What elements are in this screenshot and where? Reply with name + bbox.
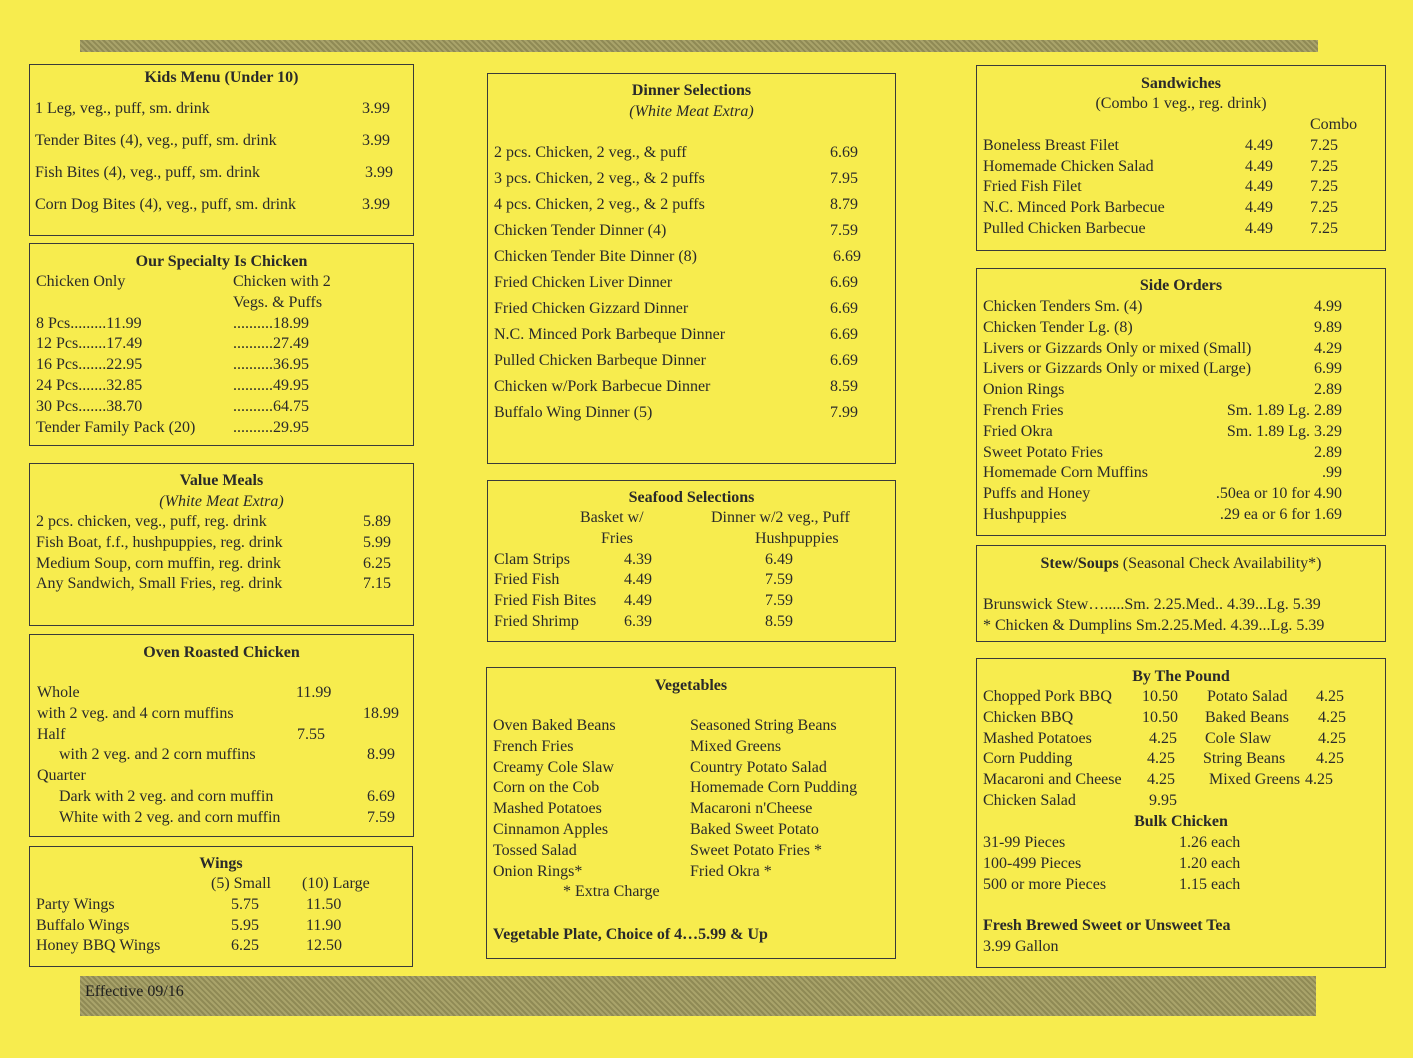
menu-item: Tender Family Pack (20) ..........29.95 bbox=[36, 418, 309, 436]
menu-item: Honey BBQ Wings 6.25 12.50 bbox=[36, 937, 342, 955]
vegetable-item: Mashed Potatoes bbox=[493, 800, 602, 818]
menu-item: Fried Chicken Gizzard Dinner 6.69 bbox=[494, 300, 858, 317]
dinner-title: Dinner Selections bbox=[631, 82, 752, 99]
menu-item: Livers or Gizzards Only or mixed (Large) 6.99 bbox=[983, 360, 1342, 378]
menu-item: Puffs and Honey .50ea or 10 for 4.90 bbox=[983, 485, 1342, 503]
menu-item: Macaroni and Cheese 4.25 Mixed Greens 4.25 bbox=[983, 771, 1333, 789]
oven-roasted-title: Oven Roasted Chicken bbox=[143, 644, 300, 661]
vegetables-section bbox=[486, 667, 896, 959]
vegetable-item: Macaroni n'Cheese bbox=[690, 800, 813, 818]
menu-item: with 2 veg. and 2 corn muffins 8.99 bbox=[59, 746, 395, 764]
vegetable-item: Cinnamon Apples bbox=[493, 820, 609, 838]
menu-item: Fish Bites (4), veg., puff, sm. drink 3.99 bbox=[35, 164, 393, 181]
extra-charge-note: * Extra Charge bbox=[563, 883, 660, 900]
oven-roasted-section bbox=[29, 634, 414, 837]
menu-item: Pulled Chicken Barbeque Dinner 6.69 bbox=[494, 352, 858, 369]
sandwiches-title: Sandwiches bbox=[1140, 75, 1222, 92]
menu-item: Quarter bbox=[37, 767, 86, 785]
vegetable-item: Creamy Cole Slaw bbox=[493, 758, 614, 776]
by-the-pound-title: By The Pound bbox=[1132, 668, 1230, 685]
menu-item: Chicken Tender Lg. (8) 9.89 bbox=[983, 318, 1342, 336]
wings-title: Wings bbox=[199, 855, 243, 872]
menu-item: Pulled Chicken Barbecue 4.49 7.25 bbox=[983, 219, 1338, 237]
sandwiches-section bbox=[976, 65, 1386, 251]
menu-item: Chicken BBQ 10.50 Baked Beans 4.25 bbox=[983, 708, 1346, 726]
menu-item: Chicken w/Pork Barbecue Dinner 8.59 bbox=[494, 378, 858, 395]
menu-item: Buffalo Wing Dinner (5) 7.99 bbox=[494, 404, 858, 421]
column-header: (5) Small bbox=[211, 875, 271, 892]
menu-item: Fried Fish 4.49 7.59 bbox=[494, 571, 793, 589]
vegetable-item: Corn on the Cob bbox=[493, 779, 600, 797]
column-header: Fries bbox=[601, 529, 633, 547]
sandwiches-subtitle: (Combo 1 veg., reg. drink) bbox=[1095, 95, 1267, 112]
menu-item: 2 pcs. Chicken, 2 veg., & puff 6.69 bbox=[494, 144, 858, 161]
menu-item: 24 Pcs.......32.85 ..........49.95 bbox=[36, 376, 309, 394]
vegetable-item: Sweet Potato Fries * bbox=[690, 841, 822, 859]
value-meals-section bbox=[29, 463, 414, 626]
menu-item: 31-99 Pieces 1.26 each bbox=[983, 834, 1241, 851]
menu-item: Chicken Tender Bite Dinner (8) 6.69 bbox=[494, 248, 861, 265]
menu-item: Livers or Gizzards Only or mixed (Small) 4.29 bbox=[983, 339, 1342, 357]
menu-item: Onion Rings 2.89 bbox=[983, 381, 1342, 399]
seafood-title: Seafood Selections bbox=[628, 489, 755, 506]
by-the-pound-section bbox=[976, 658, 1386, 968]
menu-item: Medium Soup, corn muffin, reg. drink 6.25 bbox=[36, 554, 391, 572]
vegetable-item: Onion Rings* bbox=[493, 862, 583, 880]
menu-item: 2 pcs. chicken, veg., puff, reg. drink 5.89 bbox=[36, 513, 391, 530]
menu-item: 12 Pcs.......17.49 ..........27.49 bbox=[36, 335, 309, 353]
menu-item: Party Wings 5.75 11.50 bbox=[36, 895, 342, 913]
menu-item: Fried Chicken Liver Dinner 6.69 bbox=[494, 274, 858, 291]
column-header: Dinner w/2 veg., Puff bbox=[711, 509, 850, 526]
menu-item: Homemade Chicken Salad 4.49 7.25 bbox=[983, 157, 1338, 175]
menu-item: 3 pcs. Chicken, 2 veg., & 2 puffs 7.95 bbox=[494, 170, 858, 187]
vegetable-item: Homemade Corn Pudding bbox=[690, 779, 858, 797]
effective-date: Effective 09/16 bbox=[85, 983, 184, 1000]
specialty-title: Our Specialty Is Chicken bbox=[135, 253, 308, 270]
menu-item: Brunswick Stew….....Sm. 2.25.Med.. 4.39...Lg. 5.39 bbox=[983, 596, 1321, 613]
menu-item: 1 Leg, veg., puff, sm. drink 3.99 bbox=[35, 100, 390, 117]
tea-price: 3.99 Gallon bbox=[983, 938, 1059, 955]
menu-item: Hushpuppies .29 ea or 6 for 1.69 bbox=[983, 505, 1342, 523]
column-header: Basket w/ bbox=[580, 509, 644, 526]
menu-item: Chopped Pork BBQ 10.50 Potato Salad 4.25 bbox=[983, 688, 1344, 705]
vegetable-item: Tossed Salad bbox=[493, 841, 577, 859]
side-orders-section bbox=[976, 268, 1386, 536]
tea-title: Fresh Brewed Sweet or Unsweet Tea bbox=[983, 917, 1231, 934]
menu-item: Any Sandwich, Small Fries, reg. drink 7.15 bbox=[36, 575, 391, 593]
menu-item: Dark with 2 veg. and corn muffin 6.69 bbox=[59, 787, 395, 805]
menu-item: Chicken Salad 9.95 bbox=[983, 791, 1177, 809]
column-header: Vegs. & Puffs bbox=[233, 293, 323, 311]
stew-title: Stew/Soups bbox=[1040, 555, 1119, 572]
seafood-section bbox=[487, 480, 896, 642]
value-meals-subtitle: (White Meat Extra) bbox=[159, 493, 284, 510]
menu-item: Chicken Tenders Sm. (4) 4.99 bbox=[983, 298, 1342, 315]
menu-item: Tender Bites (4), veg., puff, sm. drink 3.99 bbox=[35, 132, 390, 149]
vegetable-item: Mixed Greens bbox=[690, 737, 782, 755]
stew-soups-section bbox=[976, 545, 1386, 642]
dinner-selections-section bbox=[487, 73, 896, 464]
top-decorative-bar bbox=[80, 40, 1318, 52]
menu-item: 30 Pcs.......38.70 ..........64.75 bbox=[36, 397, 309, 415]
specialty-section bbox=[29, 243, 414, 446]
menu-item: Whole 11.99 bbox=[37, 684, 332, 701]
stew-header bbox=[977, 554, 1385, 575]
stew-note: (Seasonal Check Availability*) bbox=[1118, 555, 1322, 572]
menu-item: Corn Pudding 4.25 String Beans 4.25 bbox=[983, 750, 1344, 768]
menu-item: Buffalo Wings 5.95 11.90 bbox=[36, 916, 342, 934]
menu-item: Corn Dog Bites (4), veg., puff, sm. drink 3.99 bbox=[35, 196, 390, 213]
menu-item: 16 Pcs.......22.95 ..........36.95 bbox=[36, 356, 309, 374]
dinner-subtitle: (White Meat Extra) bbox=[629, 103, 754, 120]
menu-item: Clam Strips 4.39 6.49 bbox=[494, 550, 793, 568]
wings-section bbox=[29, 846, 413, 967]
column-header: Chicken with 2 bbox=[233, 273, 331, 290]
menu-item: 8 Pcs.........11.99 ..........18.99 bbox=[36, 314, 309, 332]
menu-item: * Chicken & Dumplins Sm.2.25.Med. 4.39...Lg. 5.39 bbox=[983, 616, 1325, 634]
menu-item: Fried Fish Bites 4.49 7.59 bbox=[494, 592, 793, 610]
menu-item: 500 or more Pieces 1.15 each bbox=[983, 875, 1241, 893]
column-header: Combo bbox=[1310, 116, 1358, 133]
vegetable-item: Oven Baked Beans bbox=[493, 717, 616, 734]
menu-item: Chicken Tender Dinner (4) 7.59 bbox=[494, 222, 858, 239]
vegetable-plate: Vegetable Plate, Choice of 4…5.99 & Up bbox=[493, 926, 768, 943]
vegetable-item: Seasoned String Beans bbox=[690, 717, 837, 734]
value-meals-title: Value Meals bbox=[179, 472, 264, 489]
menu-item: White with 2 veg. and corn muffin 7.59 bbox=[59, 808, 395, 826]
column-header: Hushpuppies bbox=[755, 529, 839, 547]
menu-item: N.C. Minced Pork Barbecue 4.49 7.25 bbox=[983, 199, 1338, 217]
vegetables-title: Vegetables bbox=[654, 677, 728, 694]
menu-item: Sweet Potato Fries 2.89 bbox=[983, 443, 1342, 461]
bottom-decorative-bar bbox=[80, 976, 1316, 1016]
vegetable-item: Fried Okra * bbox=[690, 862, 772, 880]
kids-menu-section bbox=[29, 64, 414, 236]
menu-item: with 2 veg. and 4 corn muffins 18.99 bbox=[37, 704, 399, 722]
menu-item: Fried Okra Sm. 1.89 Lg. 3.29 bbox=[983, 422, 1342, 440]
bulk-chicken-title: Bulk Chicken bbox=[1134, 813, 1228, 830]
kids-menu-title: Kids Menu (Under 10) bbox=[144, 69, 299, 86]
vegetable-item: Country Potato Salad bbox=[690, 758, 827, 776]
menu-item: Homemade Corn Muffins .99 bbox=[983, 464, 1342, 482]
vegetable-item: Baked Sweet Potato bbox=[690, 820, 819, 838]
column-header: (10) Large bbox=[302, 875, 370, 892]
menu-item: Fried Shrimp 6.39 8.59 bbox=[494, 612, 793, 630]
menu-item: 4 pcs. Chicken, 2 veg., & 2 puffs 8.79 bbox=[494, 196, 858, 213]
menu-item: Fried Fish Filet 4.49 7.25 bbox=[983, 178, 1338, 196]
menu-item: Half 7.55 bbox=[37, 725, 325, 743]
menu-item: French Fries Sm. 1.89 Lg. 2.89 bbox=[983, 401, 1342, 419]
menu-item: N.C. Minced Pork Barbeque Dinner 6.69 bbox=[494, 326, 858, 343]
side-orders-title: Side Orders bbox=[1139, 277, 1223, 294]
menu-item: 100-499 Pieces 1.20 each bbox=[983, 854, 1241, 872]
column-header: Chicken Only bbox=[36, 273, 126, 290]
menu-item: Mashed Potatoes 4.25 Cole Slaw 4.25 bbox=[983, 729, 1346, 747]
menu-item: Fish Boat, f.f., hushpuppies, reg. drink 5.99 bbox=[36, 533, 391, 551]
vegetable-item: French Fries bbox=[493, 737, 574, 755]
menu-item: Boneless Breast Filet 4.49 7.25 bbox=[983, 136, 1338, 154]
